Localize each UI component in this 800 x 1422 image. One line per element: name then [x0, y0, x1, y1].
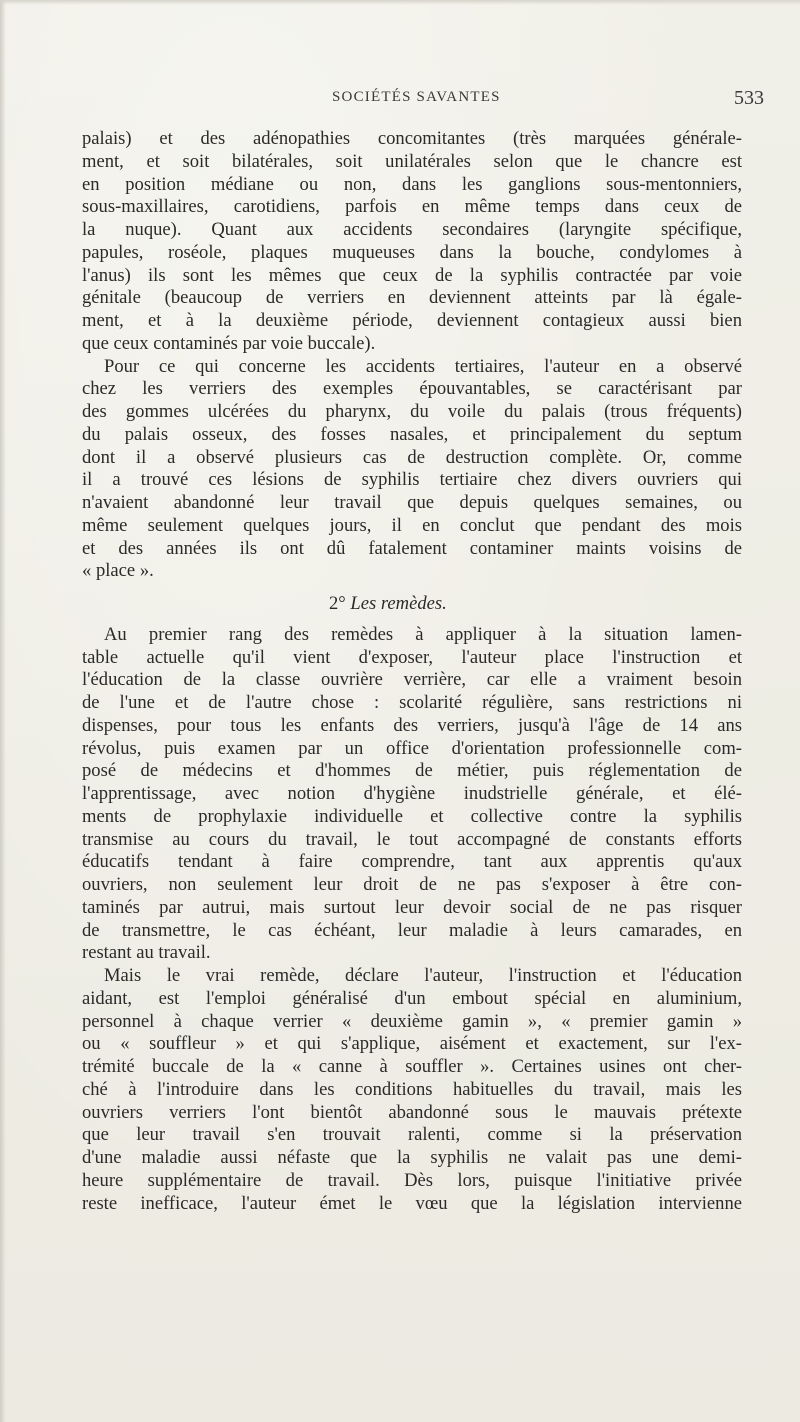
text-line: du palais osseux, des fosses nasales, et principalement du septum — [82, 423, 742, 445]
text-line: de l'une et de l'autre chose : scolarité régulière, sans restrictions ni — [82, 692, 742, 713]
text-line: dont il a observé plusieurs cas de destruction complète. Or, comme — [82, 446, 742, 468]
text-line: dispenses, pour tous les enfants des verriers, jusqu'à l'âge de 14 ans — [82, 714, 742, 736]
text-line: d'une maladie aussi néfaste que la syphilis ne valait pas une demi- — [82, 1147, 742, 1168]
page-edge-shadow-left — [0, 0, 6, 1422]
text-line: l'éducation de la classe ouvrière verrière, car elle a vraiment besoin — [82, 669, 742, 691]
text-line: et des années ils ont dû fatalement contaminer maints voisins de — [82, 537, 742, 559]
text-line: que ceux contaminés par voie buccale). — [82, 332, 376, 354]
paragraph-continued — [82, 128, 742, 356]
text-line: transmise au cours du travail, le tout accompagné de constants efforts — [82, 828, 742, 850]
text-line: palais) et des adénopathies concomitantes (très marquées générale- — [82, 128, 742, 149]
page-number: 533 — [734, 87, 764, 109]
text-line: ment, et à la deuxième période, deviennent contagieux aussi bien — [82, 310, 742, 331]
text-line: la nuque). Quant aux accidents secondaires (laryngite spécifique, — [82, 219, 742, 240]
text-line: Au premier rang des remèdes à appliquer à la situation lamen- — [104, 623, 742, 645]
text-line: restant au travail. — [82, 942, 211, 964]
text-line: ouvriers, non seulement leur droit de ne pas s'exposer à être con- — [82, 874, 742, 895]
text-line: ouvriers verriers l'ont bientôt abandonné sous le mauvais prétexte — [82, 1101, 742, 1123]
text-line: ché à l'introduire dans les conditions habituelles du travail, mais les — [82, 1078, 742, 1100]
text-line: l'apprentissage, avec notion d'hygiène inudstrielle générale, et élé- — [82, 783, 742, 804]
paragraph-true-remedy — [82, 965, 742, 1215]
text-line: aidant, est l'emploi généralisé d'un embout spécial en aluminium, — [82, 987, 742, 1009]
text-line: n'avaient abandonné leur travail que depuis quelques semaines, ou — [82, 492, 742, 513]
text-line: papules, roséole, plaques muqueuses dans la bouche, condylomes à — [82, 241, 742, 263]
text-line: « place ». — [82, 560, 154, 582]
paragraph-remedies — [82, 624, 742, 965]
text-line: ment, et soit bilatérales, soit unilatérales selon que le chancre est — [82, 150, 742, 172]
text-line: même seulement quelques jours, il en conclut que pendant des mois — [82, 514, 742, 536]
text-line: Mais le vrai remède, déclare l'auteur, l'instruction et l'éducation — [104, 965, 742, 986]
text-line: en position médiane ou non, dans les ganglions sous-mentonniers, — [82, 173, 742, 195]
subheading-number: 2° — [329, 593, 346, 614]
paragraph-tertiary-accidents — [82, 356, 742, 584]
text-line: que leur travail s'en trouvait ralenti, comme si la préservation — [82, 1124, 742, 1146]
text-line: des gommes ulcérées du pharynx, du voile du palais (trous fréquents) — [82, 401, 742, 422]
text-line: table actuelle qu'il vient d'exposer, l'auteur place l'instruction et — [82, 646, 742, 668]
text-line: l'anus) ils sont les mêmes que ceux de la syphilis contractée par voie — [82, 264, 742, 286]
text-line: posé de médecins et d'hommes de métier, puis réglementation de — [82, 760, 742, 782]
text-line: Pour ce qui concerne les accidents tertiaires, l'auteur en a observé — [104, 355, 742, 377]
running-title: SOCIÉTÉS SAVANTES — [332, 89, 501, 105]
body-text — [82, 128, 742, 1215]
text-line: révolus, puis examen par un office d'orientation professionnelle com- — [82, 737, 742, 759]
text-line: taminés par autrui, mais surtout leur devoir social de ne pas risquer — [82, 896, 742, 918]
text-line: génitale (beaucoup de verriers en deviennent atteints par là égale- — [82, 287, 742, 309]
text-line: il a trouvé ces lésions de syphilis tertiaire chez divers ouvriers qui — [82, 469, 742, 491]
text-line: de transmettre, le cas échéant, leur maladie à leurs camarades, en — [82, 919, 742, 941]
text-line: trémité buccale de la « canne à souffler ». Certaines usines ont cher- — [82, 1056, 742, 1077]
text-line: sous-maxillaires, carotidiens, parfois en même temps dans ceux de — [82, 196, 742, 218]
text-line: ou « souffleur » et qui s'applique, aisément et exactement, sur l'ex- — [82, 1033, 742, 1055]
text-line: personnel à chaque verrier « deuxième gamin », « premier gamin » — [82, 1010, 742, 1032]
page-edge-shadow-top — [0, 0, 800, 5]
text-line: ments de prophylaxie individuelle et collective contre la syphilis — [82, 805, 742, 827]
text-line: chez les verriers des exemples épouvantables, se caractérisant par — [82, 378, 742, 400]
text-line: heure supplémentaire de travail. Dès lors, puisque l'initiative privée — [82, 1169, 742, 1191]
text-line: éducatifs tendant à faire comprendre, tant aux apprentis qu'aux — [82, 851, 742, 873]
section-subheading — [82, 593, 742, 616]
text-line: reste inefficace, l'auteur émet le vœu que la législation intervienne — [82, 1192, 742, 1214]
subheading-title: Les remèdes. — [350, 593, 447, 614]
